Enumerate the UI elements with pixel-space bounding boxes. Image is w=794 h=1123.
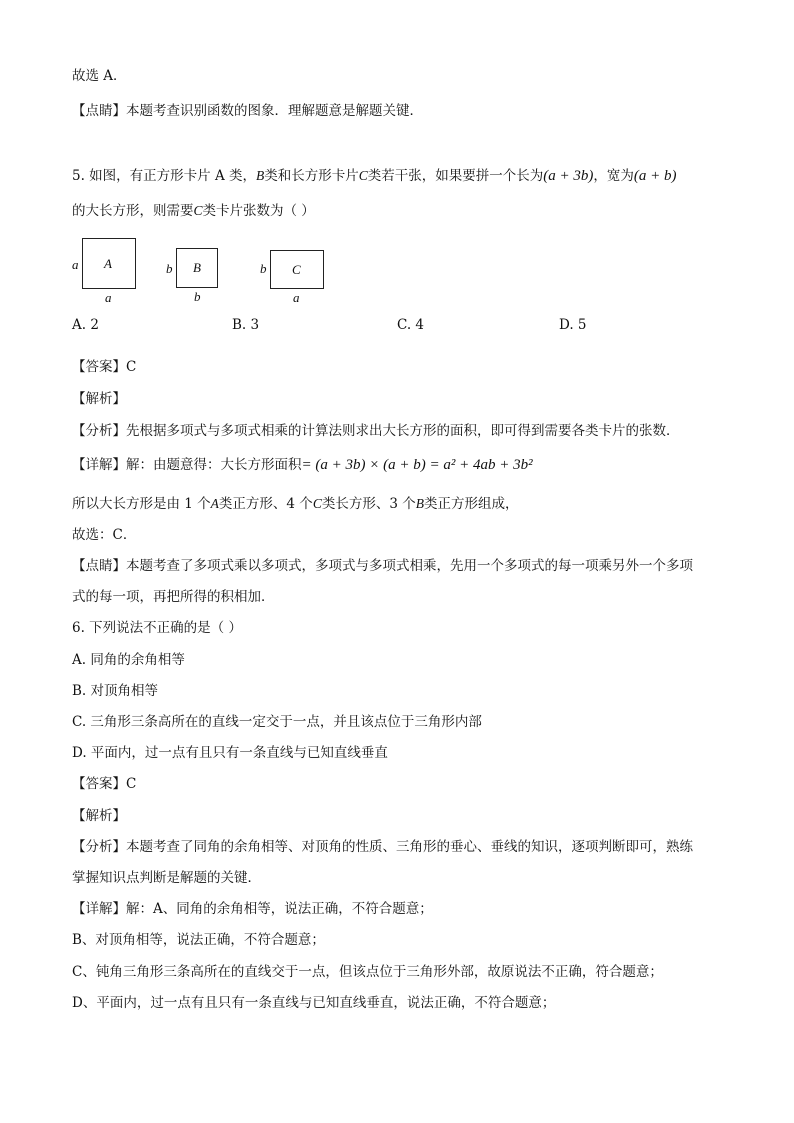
card-a-bottom-label: a: [105, 290, 112, 305]
q5-var-c: C: [358, 168, 368, 183]
q6-fenxi-line2: 掌握知识点判断是解题的关键．: [72, 870, 261, 886]
q5-var-c: C: [193, 203, 203, 218]
card-a-side-label: a: [72, 257, 79, 272]
card-a: [82, 238, 136, 289]
card-b-side-label: b: [166, 261, 173, 276]
explain-var-a: A: [210, 496, 219, 511]
q6-detail-line4: D、平面内，过一点有且只有一条直线与已知直线垂直，说法正确，不符合题意；: [72, 995, 556, 1011]
q6-option-c: C. 三角形三条高所在的直线一定交于一点，并且该点位于三角形内部: [72, 714, 482, 730]
q5-comment-line2: 式的每一项，再把所得的积相加．: [72, 589, 275, 605]
q5-stem-line2: [72, 201, 315, 221]
comment-text: 本题考查识别函数的图象．理解题意是解题关键．: [126, 103, 423, 119]
q6-detail-line3: C、钝角三角形三条高所在的直线交于一点，但该点位于三角形外部，故原说法不正确，符合题意；: [72, 964, 663, 980]
answer-value: C: [126, 776, 137, 792]
q5-option-a: A. 2: [72, 317, 99, 333]
explain-var-c: C: [312, 496, 322, 511]
answer-value: C: [126, 359, 137, 375]
explain-text: 类长方形、3 个: [321, 496, 416, 512]
prev-comment: [72, 101, 423, 121]
comment-tag: 【点睛】: [72, 103, 126, 119]
q6-detail-line2: B、对顶角相等，说法正确，不符合题意；: [72, 932, 325, 948]
q5-var-b: B: [256, 168, 265, 183]
q6-option-a: A. 同角的余角相等: [72, 652, 185, 668]
explain-text: 类正方形组成，: [423, 496, 519, 512]
card-a-name: A: [104, 256, 112, 271]
card-b-name: B: [193, 260, 201, 275]
card-b-bottom-label: b: [194, 289, 201, 304]
q5-detail: [72, 455, 533, 475]
q6-option-b: B. 对顶角相等: [72, 683, 159, 699]
q5-stem-line1: [72, 166, 677, 186]
q5-stem-text: 类和长方形卡片: [264, 168, 359, 184]
card-c: [270, 250, 324, 289]
fenxi-text: 先根据多项式与多项式相乘的计算法则求出大长方形的面积，即可得到需要各类卡片的张数．: [126, 423, 680, 439]
q5-width-expr: (a + b): [633, 168, 677, 184]
q5-length-expr: (a + 3b): [543, 168, 594, 184]
q6-answer: [72, 774, 136, 794]
q5-option-d: D. 5: [559, 317, 587, 333]
q6-fenxi-line1: [72, 837, 693, 857]
q5-stem-text: 类卡片张数为（ ）: [202, 203, 315, 219]
q5-conclusion: 故选：C．: [72, 527, 137, 543]
q5-explain: [72, 494, 518, 514]
q6-stem: 6. 下列说法不正确的是（ ）: [72, 620, 242, 636]
explain-text: 所以大长方形是由 1 个: [72, 496, 211, 512]
detail-formula: = (a + 3b) × (a + b) = a² + 4ab + 3b²: [301, 457, 533, 473]
card-c-side-label: b: [260, 261, 267, 276]
q5-option-c: C. 4: [397, 317, 425, 333]
answer-tag: 【答案】: [72, 359, 126, 375]
detail-prefix: 解：由题意得：大长方形面积: [126, 457, 302, 473]
fenxi-tag: 【分析】: [72, 423, 126, 439]
explain-var-b: B: [415, 496, 424, 511]
detail-text: 解：A、同角的余角相等，说法正确，不符合题意；: [126, 901, 433, 917]
comment-tag: 【点睛】: [72, 558, 126, 574]
card-c-name: C: [292, 262, 301, 277]
q5-stem-text: 的大长方形，则需要: [72, 203, 194, 219]
q6-analysis-tag: 【解析】: [72, 808, 126, 824]
explain-text: 类正方形、4 个: [218, 496, 313, 512]
fenxi-text: 本题考查了同角的余角相等、对顶角的性质、三角形的垂心、垂线的知识，逐项判断即可，熟练: [126, 839, 693, 855]
q5-analysis-tag: 【解析】: [72, 391, 126, 407]
q5-stem-text: 类若干张，如果要拼一个长为: [367, 168, 544, 184]
answer-tag: 【答案】: [72, 776, 126, 792]
q6-detail-line1: [72, 899, 433, 919]
q5-answer: [72, 357, 136, 377]
q5-stem-text: 5. 如图，有正方形卡片 A 类，: [72, 168, 257, 184]
comment-text: 本题考查了多项式乘以多项式，多项式与多项式相乘，先用一个多项式的每一项乘另外一个多项: [126, 558, 693, 574]
q5-fenxi: [72, 421, 680, 441]
fenxi-tag: 【分析】: [72, 839, 126, 855]
detail-tag: 【详解】: [72, 901, 126, 917]
q6-option-d: D. 平面内，过一点有且只有一条直线与已知直线垂直: [72, 745, 388, 761]
detail-tag: 【详解】: [72, 457, 126, 473]
card-c-bottom-label: a: [293, 290, 300, 305]
card-b: [176, 248, 218, 288]
q5-option-b: B. 3: [232, 317, 260, 333]
q5-comment-line1: [72, 556, 693, 576]
q5-stem-text: ，宽为: [593, 168, 634, 184]
prev-conclusion: 故选 A．: [72, 68, 127, 84]
